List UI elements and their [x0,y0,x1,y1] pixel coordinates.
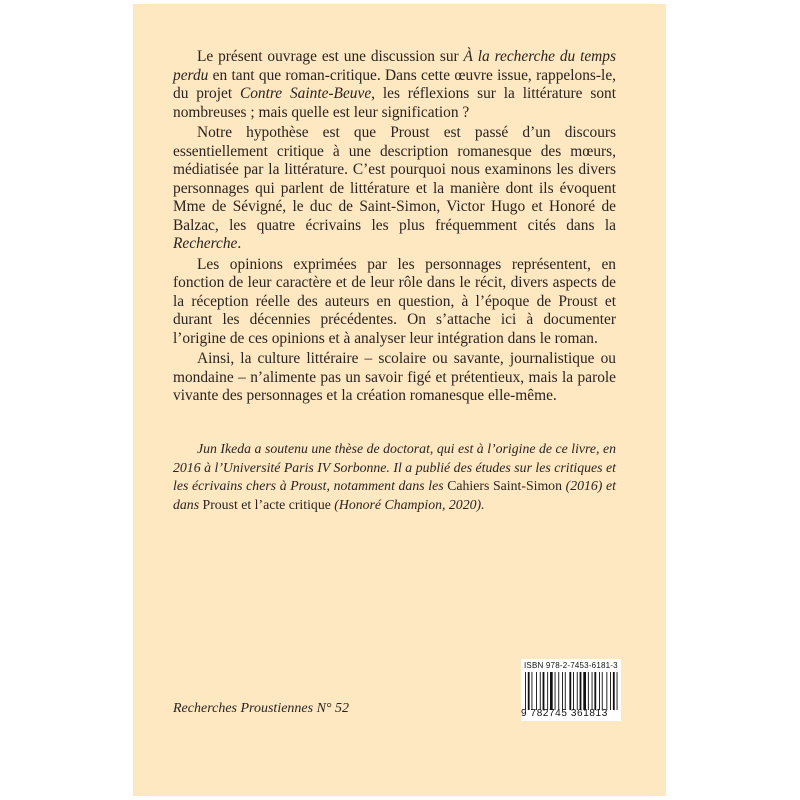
barcode-bar [610,672,611,710]
book-back-cover [133,4,666,796]
barcode-bar [555,672,556,710]
title-contre-sainte-beuve: Contre Sainte-Beuve [239,85,372,102]
barcode-bar [562,672,563,710]
blurb-p1-text-2: en tant que roman-critique. Dans cette œuvre issue, rappelons-le, du projet [173,66,616,102]
author-bio [173,440,616,514]
blurb-paragraph-2 [173,124,616,254]
title-recherche-short: Recherche [173,235,238,252]
blurb-paragraph-3: Les opinions exprimées par les personnages représentent, en fonction de leur caractère et de leur rôle dans le récit, divers aspects de la réception réelle des auteurs en question, à l’époque de Proust et durant les décennies précédentes. On s’attache ici à documenter l’origine de ces opinions et à analyser leur intégration dans le roman. [173,255,616,347]
barcode-bar [573,672,574,710]
barcode-bar [606,672,607,710]
blurb-p2-text: Notre hypothèse est que Proust est passé d’un discours essentiellement critique à une description romanesque des mœurs, médiatisée par la littérature. C’est pourquoi nous examinons les divers personnages qui parlent de littérature et la manière dont ils évoquent Mme de Sévigné, le duc de Saint-Simon, Victor Hugo et Honoré de Balzac, les quatre écrivains les plus fréquemment cités dans la [173,124,616,234]
series-title: Recherches Proustiennes N° 52 [173,701,350,716]
barcode-bar [550,672,553,710]
barcode-bar [565,672,566,710]
barcode-bar [543,672,545,710]
barcode-bar [528,672,530,710]
barcode-bar [613,672,615,710]
barcode-bar [532,672,533,710]
title-recherche: À la recherche du temps perdu [173,48,616,84]
bio-title-cahiers: Cahiers Saint-Simon [447,478,562,493]
barcode-digits: 9 782745 361813 [521,708,608,719]
blurb-p1-text: Le présent ouvrage est une discussion sur [197,48,464,65]
bio-title-proust-acte: Proust et l’acte critique [202,496,331,512]
barcode-bar [583,672,586,710]
barcode-bar [569,672,571,710]
bio-text-2: (2016) et dans [173,478,616,512]
bio-text: Jun Ikeda a soutenu une thèse de doctorat, qui est à l’origine de ce livre, en 2016 à l’Université Paris IV Sorbonne. Il a publié des études sur les critiques et les écrivains chers à Proust, notamment dans les [173,441,616,493]
blurb-p2-end: . [237,235,242,252]
barcode-bar [617,672,618,710]
blurb-text [173,48,616,408]
barcode-bar [577,672,578,710]
barcode-bar [547,672,548,710]
barcode-bar [599,672,600,710]
barcode-icon [521,672,621,710]
barcode-bar [594,672,596,710]
isbn-barcode [521,659,621,721]
barcode-bar [592,672,593,710]
bio-text-3: (Honoré Champion, 2020). [330,496,485,512]
barcode-bar [536,672,537,710]
isbn-label: ISBN 978-2-7453-6181-3 [524,661,618,670]
barcode-bar [540,672,541,710]
barcode-bar [588,672,589,710]
barcode-bar [558,672,559,710]
blurb-paragraph-4: Ainsi, la culture littéraire – scolaire ou savante, journalistique ou mondaine – n’alimente pas un savoir figé et prétentieux, mais la parole vivante des personnages et la création romanesque elle-même. [173,350,616,404]
blurb-p1-text-3: , les réflexions sur la littérature sont nombreuses ; mais quelle est leur signification ? [173,85,616,121]
blurb-paragraph-1 [173,48,616,122]
barcode-bar [580,672,582,710]
barcode-bar [602,672,603,710]
barcode-bar [525,672,526,710]
